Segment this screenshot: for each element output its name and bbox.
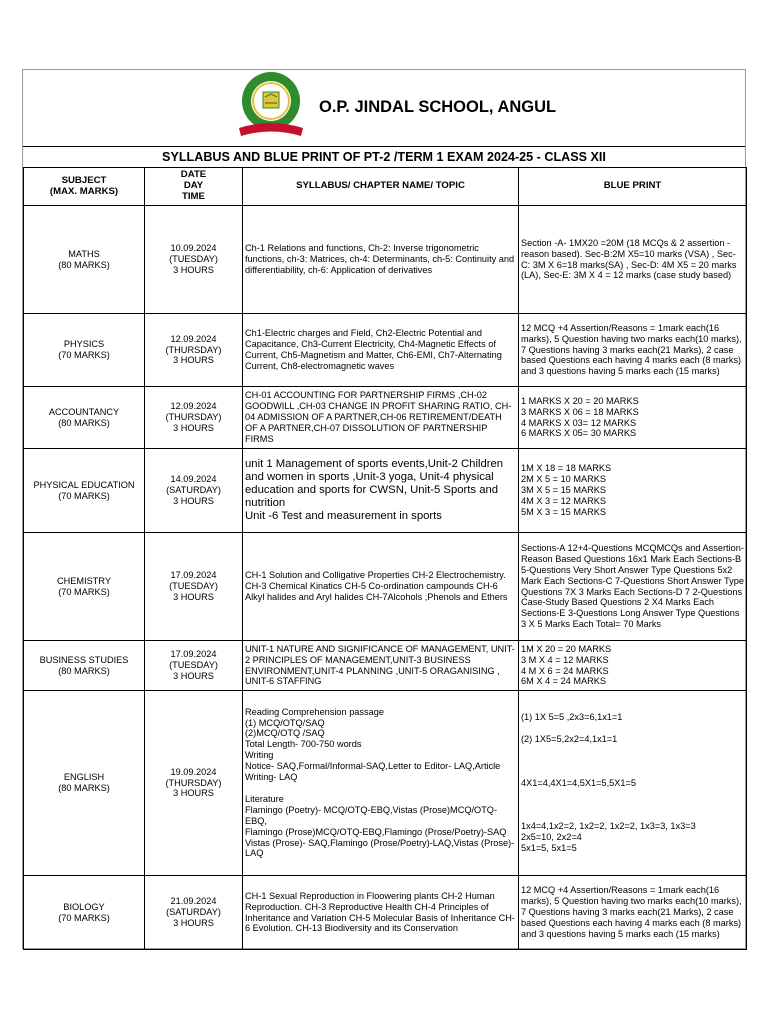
blueprint-cell: 12 MCQ +4 Assertion/Reasons = 1mark each(16 marks), 5 Question having two marks each(10 marks), 7 Questions having 3 marks each(21 Marks), 2 case based Questions each having 4 marks each (8 marks) and 3 questions having 5 marks each (15 marks) [519, 876, 747, 950]
document-sheet [22, 69, 746, 949]
date-cell: 21.09.2024 (SATURDAY) 3 HOURS [145, 876, 243, 950]
subject-cell: BUSINESS STUDIES (80 MARKS) [24, 641, 145, 691]
blueprint-cell: 1 MARKS X 20 = 20 MARKS 3 MARKS X 06 = 18 MARKS 4 MARKS X 03= 12 MARKS 6 MARKS X 05= 30 MARKS [519, 387, 747, 449]
subject-cell: BIOLOGY (70 MARKS) [24, 876, 145, 950]
blueprint-line: (1) 1X 5=5 ,2x3=6,1x1=1 [521, 712, 623, 723]
document-title: SYLLABUS AND BLUE PRINT OF PT-2 /TERM 1 EXAM 2024-25 - CLASS XII [23, 146, 745, 168]
header-date: DATE DAY TIME [145, 168, 243, 206]
syllabus-cell: CH-01 ACCOUNTING FOR PARTNERSHIP FIRMS ,CH-02 GOODWILL ,CH-03 CHANGE IN PROFIT SHARING RATIO, CH-04 ADMISSION OF A PARTNER,CH-06 RETIREMENT/DEATH OF A PARTNER,CH-07 DISSOLUTION OF PARTNERSHIP FIRMS [243, 387, 519, 449]
blueprint-cell: 1M X 20 = 20 MARKS 3 M X 4 = 12 MARKS 4 M X 6 = 24 MARKS 6M X 4 = 24 MARKS [519, 641, 747, 691]
syllabus-cell: Ch-1 Relations and functions, Ch-2: Inverse trigonometric functions, ch-3: Matrices, ch-4: Determinants, ch-5: Continuity and differentiability, ch-6: Application of derivatives [243, 206, 519, 314]
subject-cell: PHYSICS (70 MARKS) [24, 314, 145, 387]
date-cell: 19.09.2024 (THURSDAY) 3 HOURS [145, 691, 243, 876]
date-cell: 14.09.2024 (SATURDAY) 3 HOURS [145, 449, 243, 533]
syllabus-table [23, 167, 747, 950]
table-row [24, 641, 747, 691]
blueprint-cell: Section -A- 1MX20 =20M (18 MCQs & 2 assertion - reason based). Sec-B:2M X5=10 marks (VSA) , Sec-C: 3M X 6=18 marks(SA) , Sec-D: 4M X5 = 20 marks (LA), Sec-E: 3M X 4 = 12 marks (case study based) [519, 206, 747, 314]
blueprint-line: 4X1=4,4X1=4,5X1=5,5X1=5 [521, 777, 636, 788]
table-row [24, 533, 747, 641]
blueprint-line: (2) 1X5=5,2x2=4,1x1=1 [521, 733, 618, 744]
table-row [24, 876, 747, 950]
table-row [24, 449, 747, 533]
syllabus-cell: UNIT-1 NATURE AND SIGNIFICANCE OF MANAGEMENT, UNIT-2 PRINCIPLES OF MANAGEMENT,UNIT-3 BUSINESS ENVIRONMENT,UNIT-4 PLANNING ,UNIT-5 ORAGANISING , UNIT-6 STAFFING [243, 641, 519, 691]
subject-cell: ENGLISH (80 MARKS) [24, 691, 145, 876]
school-logo [235, 70, 307, 140]
subject-cell: CHEMISTRY (70 MARKS) [24, 533, 145, 641]
subject-cell: ACCOUNTANCY (80 MARKS) [24, 387, 145, 449]
header-subject: SUBJECT (MAX. MARKS) [24, 168, 145, 206]
date-cell: 12.09.2024 (THURSDAY) 3 HOURS [145, 314, 243, 387]
blueprint-line: 1x4=4,1x2=2, 1x2=2, 1x2=2, 1x3=3, 1x3=3 [521, 821, 696, 832]
header-blueprint: BLUE PRINT [519, 168, 747, 206]
syllabus-cell: CH-1 Sexual Reproduction in Floowering plants CH-2 Human Reproduction. CH-3 Reproductive Health CH-4 Principles of Inheritance and Variation CH-5 Molecular Basis of Inheritance CH-6 Evolution. CH-13 Biodiversity and its Conservation [243, 876, 519, 950]
subject-cell: MATHS (80 MARKS) [24, 206, 145, 314]
syllabus-cell: Reading Comprehension passage (1) MCQ/OTQ/SAQ (2)MCQ/OTQ /SAQ Total Length- 700-750 words Writing Notice- SAQ,Formal/Informal-SAQ,Letter to Editor- LAQ,Article Writing- LAQ Literature Flamingo (Poetry)- MCQ/OTQ-EBQ,Vistas (Prose)MCQ/OTQ-EBQ, Flamingo (Prose)MCQ/OTQ-EBQ,Flamingo (Prose/Poetry)-SAQ Vistas (Prose)- SAQ,Flamingo (Prose/Poetry)-LAQ,Vistas (Prose)-LAQ [243, 691, 519, 876]
table-row [24, 206, 747, 314]
date-cell: 12.09.2024 (THURSDAY) 3 HOURS [145, 387, 243, 449]
blueprint-cell: Sections-A 12+4-Questions MCQMCQs and Assertion-Reason Based Questions 16x1 Mark Each Sections-B 5-Questions Very Short Answer Type Questions 5x2 Mark Each Sections-C 7-Questions Short Answer Type Questions 7X 3 Marks Each Sections-D 7 2-Questions Case-Study Based Questions 2 X4 Marks Each Sections-E 3-Questions Long Answer Type Questions 3 X 5 Marks Each Total= 70 Marks [519, 533, 747, 641]
subject-cell: PHYSICAL EDUCATION (70 MARKS) [24, 449, 145, 533]
table-row [24, 387, 747, 449]
date-cell: 17.09.2024 (TUESDAY) 3 HOURS [145, 641, 243, 691]
syllabus-cell: unit 1 Management of sports events,Unit-2 Children and women in sports ,Unit-3 yoga, Unit-4 physical education and sports for CWSN, Unit-5 Sports and nutrition Unit -6 Test and measurement in sports [243, 449, 519, 533]
header-syllabus: SYLLABUS/ CHAPTER NAME/ TOPIC [243, 168, 519, 206]
blueprint-cell: 1M X 18 = 18 MARKS 2M X 5 = 10 MARKS 3M X 5 = 15 MARKS 4M X 3 = 12 MARKS 5M X 3 = 15 MARKS [519, 449, 747, 533]
school-header [23, 70, 745, 146]
syllabus-cell: CH-1 Solution and Colligative Properties CH-2 Electrochemistry. CH-3 Chemical Kinatics CH-5 Co-ordination campounds CH-6 Alkyl halides and Aryl halides CH-7Alcohols ,Phenols and Ethers [243, 533, 519, 641]
date-cell: 17.09.2024 (TUESDAY) 3 HOURS [145, 533, 243, 641]
table-row [24, 691, 747, 876]
blueprint-cell [519, 691, 747, 876]
blueprint-line: 5x1=5, 5x1=5 [521, 842, 577, 853]
date-cell: 10.09.2024 (TUESDAY) 3 HOURS [145, 206, 243, 314]
school-name: O.P. JINDAL SCHOOL, ANGUL [319, 98, 557, 116]
blueprint-cell: 12 MCQ +4 Assertion/Reasons = 1mark each(16 marks), 5 Question having two marks each(10 marks), 7 Questions having 3 marks each(21 Marks), 2 case based Questions each having 4 marks each (8 marks) and 3 questions having 5 marks each (15 marks) [519, 314, 747, 387]
table-row [24, 314, 747, 387]
blueprint-line: 2x5=10, 2x2=4 [521, 832, 582, 843]
table-header-row [24, 168, 747, 206]
syllabus-cell: Ch1-Electric charges and Field, Ch2-Electric Potential and Capacitance, Ch3-Current Electricity, Ch4-Magnetic Effects of Current, Ch5-Magnetism and Matter, Ch6-EMI, Ch7-Alternating Current, Ch8-electromagnetic waves [243, 314, 519, 387]
